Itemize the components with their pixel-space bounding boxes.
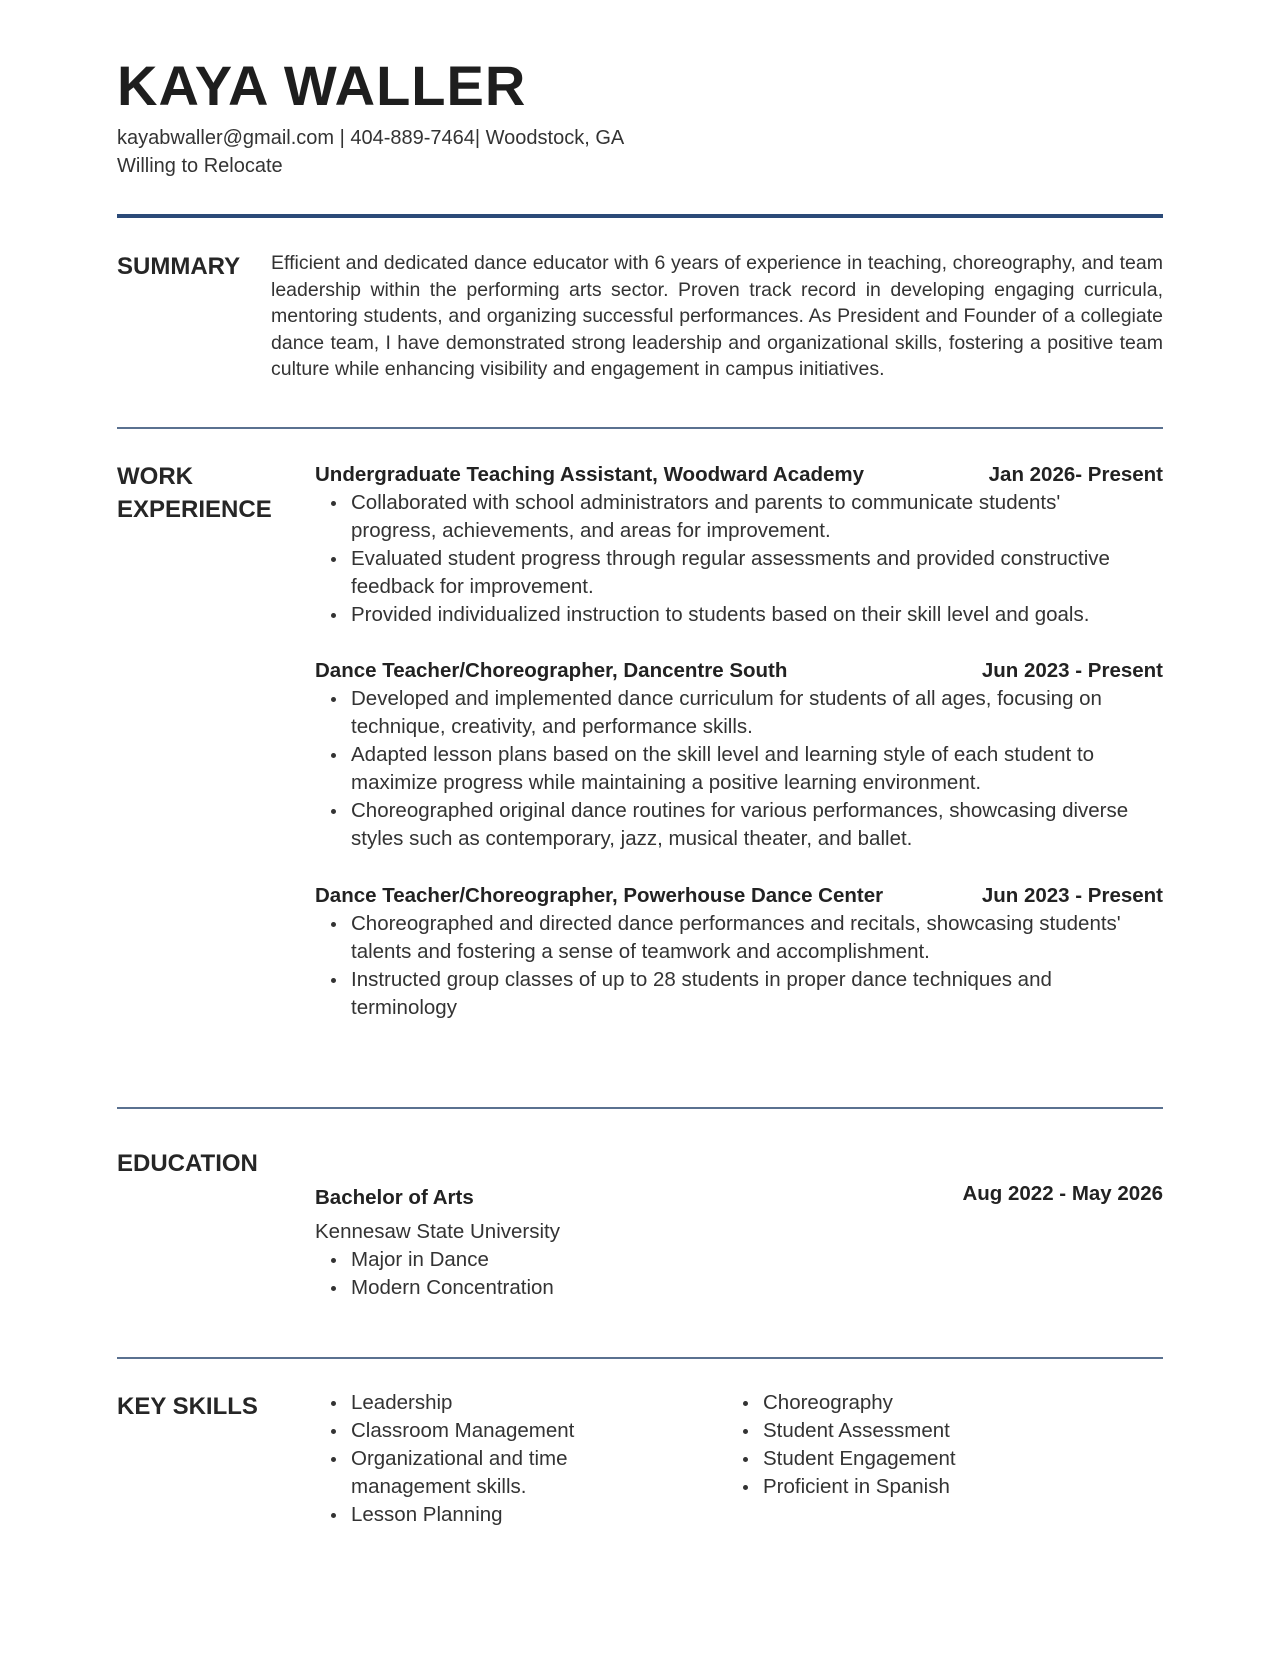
list-item: Provided individualized instruction to students based on their skill level and goals.: [351, 601, 1131, 629]
list-item: Student Engagement: [763, 1445, 1093, 1473]
job-entry: [315, 882, 1163, 1022]
education-header: [315, 1180, 1163, 1212]
list-item: Collaborated with school administrators and parents to communicate students' progress, achievements, and areas for improvement.: [351, 489, 1131, 545]
list-item: Choreographed original dance routines for various performances, showcasing diverse styles such as contemporary, jazz, musical theater, and ballet.: [351, 797, 1131, 853]
degree: Bachelor of Arts: [315, 1186, 474, 1209]
header-divider: [117, 214, 1163, 218]
job-dates: Jun 2023 - Present: [981, 884, 1163, 907]
relocation-note: Willing to Relocate: [117, 155, 283, 177]
skills-list: [727, 1389, 1093, 1501]
list-item: Choreographed and directed dance performances and recitals, showcasing students' talents and fostering a sense of teamwork and accomplishment.: [351, 910, 1131, 966]
skills-list: [315, 1389, 681, 1529]
job-header: [315, 461, 1163, 489]
contact-line: kayabwaller@gmail.com | 404-889-7464| Woodstock, GA: [117, 127, 625, 149]
job-dates: Jun 2023 - Present: [981, 659, 1163, 682]
summary-divider: [117, 427, 1163, 429]
job-bullets: [315, 910, 1163, 1022]
list-item: Modern Concentration: [351, 1274, 1131, 1302]
job-title: Dance Teacher/Choreographer, Powerhouse Dance Center: [315, 884, 884, 907]
job-entry: [315, 657, 1163, 853]
list-item: Major in Dance: [351, 1246, 1131, 1274]
work-heading-line2: EXPERIENCE: [117, 496, 272, 523]
list-item: Classroom Management: [351, 1417, 681, 1445]
job-header: [315, 882, 1163, 910]
list-item: Choreography: [763, 1389, 1093, 1417]
skills-column-right: [727, 1389, 1093, 1501]
job-dates: Jan 2026- Present: [988, 463, 1163, 486]
education-dates: Aug 2022 - May 2026: [962, 1182, 1163, 1205]
candidate-name: KAYA WALLER: [117, 54, 527, 117]
education-bullets: [315, 1246, 1163, 1302]
skills-column-left: [315, 1389, 681, 1529]
work-heading-line1: WORK: [117, 463, 193, 490]
list-item: Adapted lesson plans based on the skill level and learning style of each student to maximize progress while maintaining a positive learning environment.: [351, 741, 1131, 797]
list-item: Lesson Planning: [351, 1501, 681, 1529]
work-divider: [117, 1107, 1163, 1109]
resume-page: [117, 0, 1163, 1670]
summary-heading: SUMMARY: [117, 253, 241, 280]
education-heading: EDUCATION: [117, 1150, 258, 1177]
work-experience-heading: [117, 460, 272, 526]
contact-block: [117, 124, 624, 180]
summary-text: Efficient and dedicated dance educator with 6 years of experience in teaching, choreography, and team leadership within the performing arts sector. Proven track record in developing engaging curricula, mentoring students, and organizing successful performances. As President and Founder of a collegiate dance team, I have demonstrated strong leadership and organizational skills, fostering a positive team culture while enhancing visibility and engagement in campus initiatives.: [271, 252, 1163, 380]
job-header: [315, 657, 1163, 685]
key-skills-heading: KEY SKILLS: [117, 1393, 258, 1420]
job-bullets: [315, 685, 1163, 853]
list-item: Student Assessment: [763, 1417, 1093, 1445]
education-entry: [315, 1180, 1163, 1302]
list-item: Organizational and time management skills.: [351, 1445, 611, 1501]
job-title: Dance Teacher/Choreographer, Dancentre South: [315, 659, 788, 682]
job-title: Undergraduate Teaching Assistant, Woodward Academy: [315, 463, 865, 486]
job-bullets: [315, 489, 1163, 629]
education-divider: [117, 1357, 1163, 1359]
school-name: Kennesaw State University: [315, 1220, 560, 1243]
list-item: Leadership: [351, 1389, 681, 1417]
list-item: Instructed group classes of up to 28 students in proper dance techniques and terminology: [351, 966, 1131, 1022]
list-item: Proficient in Spanish: [763, 1473, 1093, 1501]
job-entry: [315, 461, 1163, 629]
list-item: Evaluated student progress through regular assessments and provided constructive feedback for improvement.: [351, 545, 1131, 601]
list-item: Developed and implemented dance curriculum for students of all ages, focusing on technique, creativity, and performance skills.: [351, 685, 1131, 741]
